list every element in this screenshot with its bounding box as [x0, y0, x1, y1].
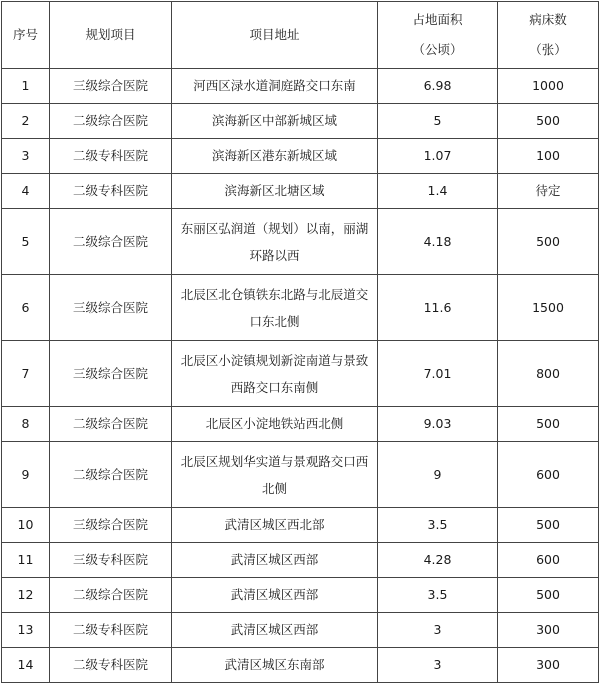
cell-seq: 13 [2, 613, 50, 648]
cell-beds: 100 [498, 139, 599, 174]
cell-seq: 12 [2, 578, 50, 613]
cell-project: 二级综合医院 [50, 407, 172, 442]
table-row [2, 578, 599, 613]
cell-area: 9.03 [378, 407, 498, 442]
table-row [2, 508, 599, 543]
header-area-line1: 占地面积 [412, 12, 463, 27]
header-seq: 序号 [2, 2, 50, 69]
table-body [2, 69, 599, 683]
cell-area: 9 [378, 442, 498, 508]
cell-beds: 300 [498, 648, 599, 683]
cell-address: 滨海新区中部新城区域 [172, 104, 378, 139]
hospital-plan-table [1, 1, 599, 683]
cell-address: 武清区城区东南部 [172, 648, 378, 683]
cell-address: 武清区城区西部 [172, 613, 378, 648]
cell-address: 北辰区小淀地铁站西北侧 [172, 407, 378, 442]
cell-project: 二级综合医院 [50, 442, 172, 508]
cell-seq: 7 [2, 341, 50, 407]
cell-seq: 6 [2, 275, 50, 341]
table-row [2, 275, 599, 341]
cell-address: 滨海新区港东新城区域 [172, 139, 378, 174]
cell-area: 1.4 [378, 174, 498, 209]
cell-project: 二级综合医院 [50, 209, 172, 275]
header-area [378, 2, 498, 69]
cell-project: 三级综合医院 [50, 508, 172, 543]
cell-seq: 2 [2, 104, 50, 139]
cell-beds: 600 [498, 543, 599, 578]
table-row [2, 341, 599, 407]
cell-beds: 1500 [498, 275, 599, 341]
cell-beds: 800 [498, 341, 599, 407]
cell-beds: 500 [498, 209, 599, 275]
cell-area: 3 [378, 648, 498, 683]
table-row [2, 104, 599, 139]
cell-project: 二级专科医院 [50, 174, 172, 209]
cell-area: 3.5 [378, 508, 498, 543]
table-header [2, 2, 599, 69]
table-row [2, 613, 599, 648]
cell-project: 二级专科医院 [50, 139, 172, 174]
cell-seq: 11 [2, 543, 50, 578]
cell-seq: 1 [2, 69, 50, 104]
table-row [2, 543, 599, 578]
table-row [2, 442, 599, 508]
table-row [2, 209, 599, 275]
cell-beds: 600 [498, 442, 599, 508]
cell-project: 二级综合医院 [50, 578, 172, 613]
cell-project: 三级综合医院 [50, 69, 172, 104]
cell-seq: 5 [2, 209, 50, 275]
cell-area: 1.07 [378, 139, 498, 174]
cell-seq: 4 [2, 174, 50, 209]
table-row [2, 69, 599, 104]
cell-area: 7.01 [378, 341, 498, 407]
cell-project: 三级综合医院 [50, 341, 172, 407]
cell-area: 3 [378, 613, 498, 648]
cell-beds: 500 [498, 407, 599, 442]
header-area-line2: （公顷） [412, 42, 463, 57]
cell-seq: 10 [2, 508, 50, 543]
cell-address: 武清区城区西北部 [172, 508, 378, 543]
cell-address: 北辰区小淀镇规划新淀南道与景致西路交口东南侧 [172, 341, 378, 407]
table-row [2, 139, 599, 174]
cell-area: 4.28 [378, 543, 498, 578]
cell-project: 二级专科医院 [50, 613, 172, 648]
cell-beds: 500 [498, 578, 599, 613]
cell-area: 11.6 [378, 275, 498, 341]
cell-address: 武清区城区西部 [172, 543, 378, 578]
cell-project: 二级专科医院 [50, 648, 172, 683]
cell-seq: 3 [2, 139, 50, 174]
cell-address: 东丽区弘润道（规划）以南，丽湖环路以西 [172, 209, 378, 275]
cell-address: 北辰区规划华实道与景观路交口西北侧 [172, 442, 378, 508]
cell-area: 3.5 [378, 578, 498, 613]
cell-beds: 500 [498, 508, 599, 543]
cell-address: 北辰区北仓镇铁东北路与北辰道交口东北侧 [172, 275, 378, 341]
cell-address: 河西区渌水道洞庭路交口东南 [172, 69, 378, 104]
cell-seq: 14 [2, 648, 50, 683]
header-address: 项目地址 [172, 2, 378, 69]
cell-project: 三级专科医院 [50, 543, 172, 578]
cell-area: 6.98 [378, 69, 498, 104]
header-beds-line1: 病床数 [529, 12, 567, 27]
cell-area: 4.18 [378, 209, 498, 275]
cell-project: 二级综合医院 [50, 104, 172, 139]
cell-seq: 9 [2, 442, 50, 508]
cell-seq: 8 [2, 407, 50, 442]
header-row [2, 2, 599, 69]
header-beds [498, 2, 599, 69]
table-row [2, 174, 599, 209]
cell-beds: 1000 [498, 69, 599, 104]
cell-address: 滨海新区北塘区域 [172, 174, 378, 209]
header-project: 规划项目 [50, 2, 172, 69]
cell-project: 三级综合医院 [50, 275, 172, 341]
cell-address: 武清区城区西部 [172, 578, 378, 613]
cell-beds: 待定 [498, 174, 599, 209]
cell-beds: 300 [498, 613, 599, 648]
cell-beds: 500 [498, 104, 599, 139]
header-beds-line2: （张） [529, 42, 567, 57]
table-row [2, 648, 599, 683]
cell-area: 5 [378, 104, 498, 139]
table-row [2, 407, 599, 442]
